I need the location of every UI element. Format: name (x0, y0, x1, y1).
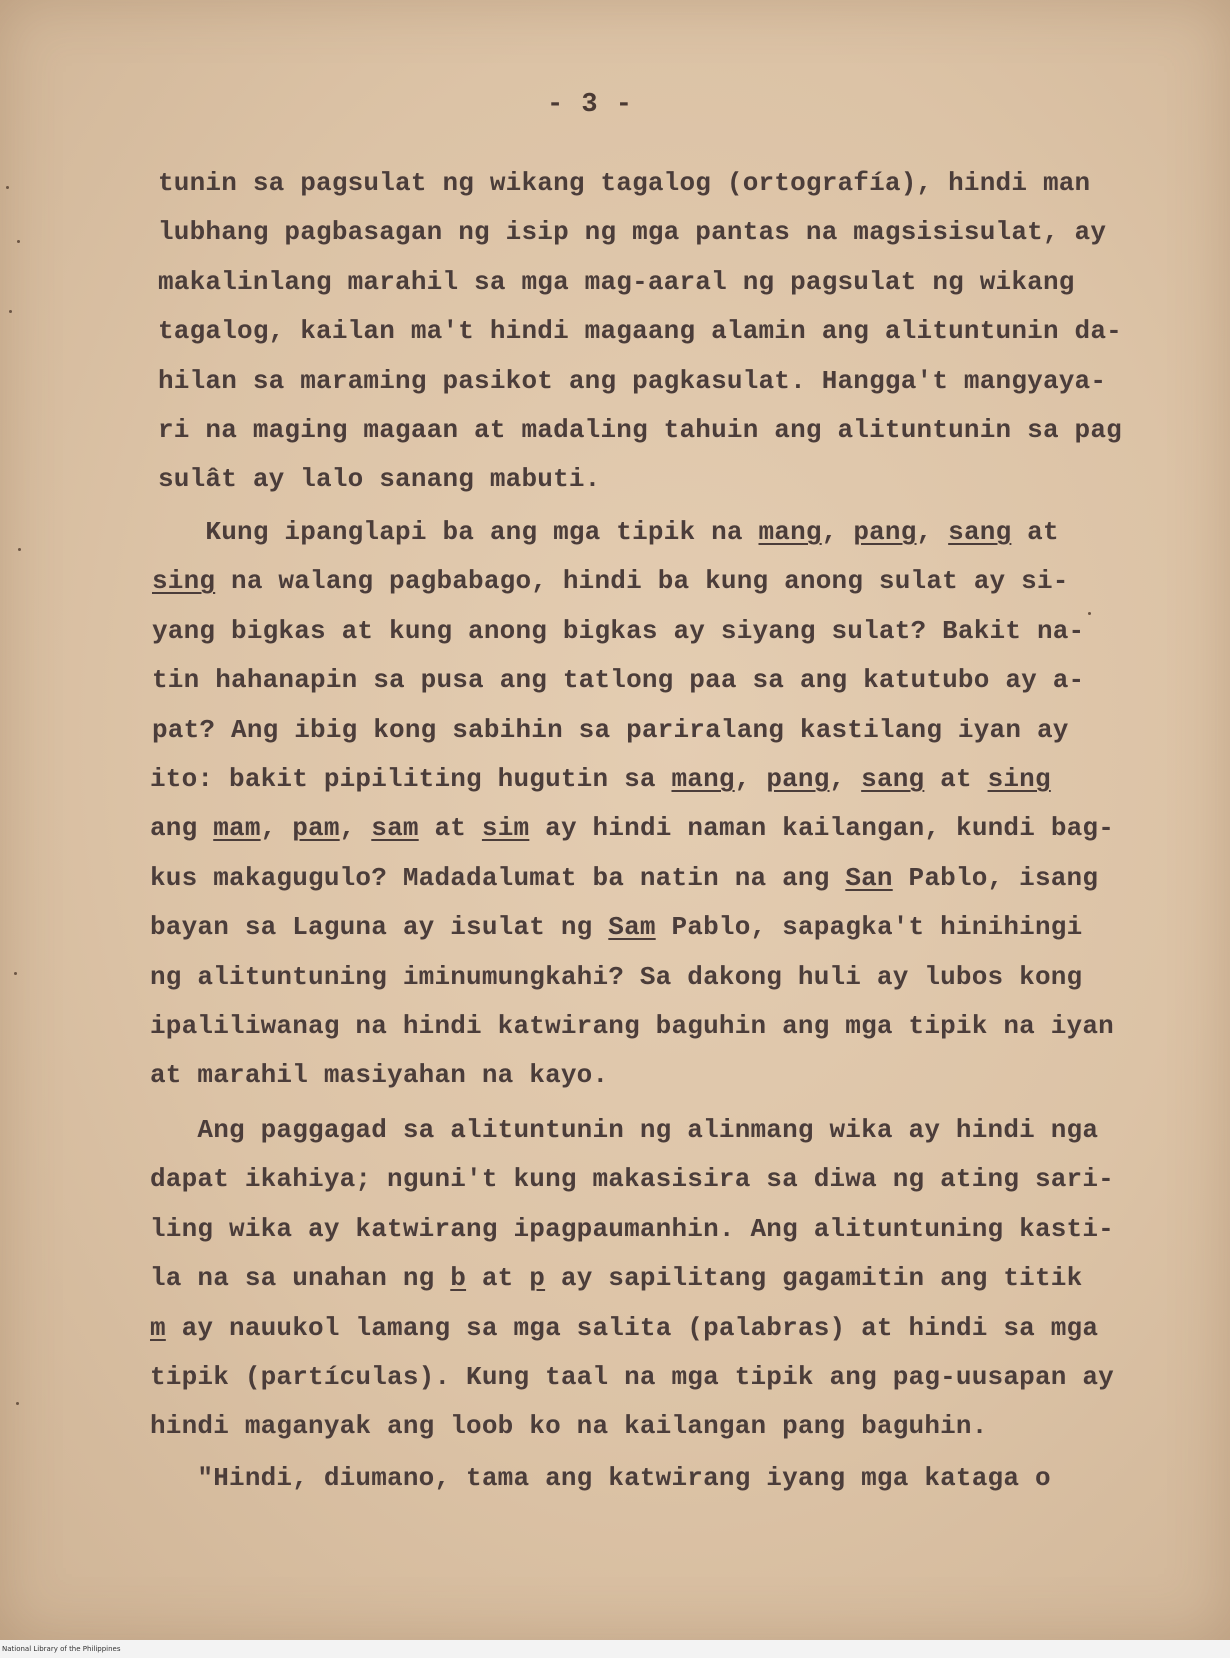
text-segment: at (418, 813, 482, 843)
text-line (150, 914, 1082, 940)
text-segment: hindi maganyak ang loob ko na kailangan pang baguhin. (150, 1411, 988, 1441)
paper-speck (18, 548, 21, 551)
text-line (150, 1216, 1114, 1242)
underlined-particle: sang (861, 764, 925, 794)
underlined-particle: sing (987, 764, 1051, 794)
paper-speck (16, 1402, 19, 1405)
text-segment: la na sa unahan ng (150, 1263, 451, 1293)
text-segment: ito: bakit pipiliting hugutin sa (150, 764, 672, 794)
text-line (150, 964, 1082, 990)
text-line (150, 865, 1098, 891)
text-segment: tipik (partículas). Kung taal na mga tipik ang pag-uusapan ay (150, 1362, 1114, 1392)
text-line (150, 1117, 1098, 1143)
text-line (150, 1166, 1114, 1192)
underlined-particle: pang (853, 517, 917, 547)
text-segment: , (916, 517, 949, 547)
text-segment: kus makagugulo? Madadalumat ba natin na ang (150, 863, 846, 893)
text-line (152, 568, 1069, 594)
underlined-particle: Sam (608, 912, 656, 942)
text-segment: sulât ay lalo sanang mabuti. (158, 464, 601, 494)
text-segment: dapat ikahiya; nguni't kung makasisira sa diwa ng ating sari- (150, 1164, 1114, 1194)
paper-speck (6, 186, 9, 189)
text-segment: ipaliliwanag na hindi katwirang baguhin ang mga tipik na iyan (150, 1011, 1114, 1041)
text-line (150, 1062, 608, 1088)
underlined-particle: b (450, 1263, 467, 1293)
underlined-particle: sing (152, 566, 216, 596)
text-segment: na walang pagbabago, hindi ba kung anong sulat ay si- (215, 566, 1069, 596)
underlined-particle: mang (671, 764, 735, 794)
paper-speck (9, 310, 12, 313)
paper-speck (1088, 612, 1091, 615)
underlined-particle: sim (481, 813, 530, 843)
text-line (158, 318, 1122, 344)
text-line (150, 1265, 1082, 1291)
text-segment: pat? Ang ibig kong sabihin sa pariralang kastilang iyan ay (152, 715, 1069, 745)
text-segment: , (260, 813, 293, 843)
text-segment: ay nauukol lamang sa mga salita (palabras) at hindi sa mga (165, 1313, 1099, 1343)
page-number: - 3 - (546, 90, 633, 120)
text-segment: yang bigkas at kung anong bigkas ay siyang sulat? Bakit na- (152, 616, 1085, 646)
text-segment: tin hahanapin sa pusa ang tatlong paa sa ang katutubo ay a- (152, 665, 1085, 695)
scan-footer-strip (0, 1640, 1230, 1658)
text-line (150, 1465, 1051, 1491)
underlined-particle: sam (371, 813, 419, 843)
text-segment: at (924, 764, 988, 794)
underlined-particle: San (845, 863, 893, 893)
text-segment: lubhang pagbasagan ng isip ng mga pantas na magsisisulat, ay (158, 217, 1107, 247)
text-segment: ri na maging magaan at madaling tahuin ang alituntunin sa pag (158, 415, 1122, 445)
underlined-particle: sang (948, 517, 1012, 547)
text-segment: at marahil masiyahan na kayo. (150, 1060, 609, 1090)
text-line (150, 1013, 1114, 1039)
text-line (150, 766, 1051, 792)
text-line (158, 417, 1122, 443)
text-segment: hilan sa maraming pasikot ang pagkasulat. Hangga't mangyaya- (158, 366, 1107, 396)
text-segment: "Hindi, diumano, tama ang katwirang iyang mga kataga o (150, 1463, 1051, 1493)
text-line (158, 519, 1059, 545)
text-segment: ang (150, 813, 214, 843)
text-line (152, 667, 1084, 693)
text-segment: tagalog, kailan ma't hindi magaang alamin ang alituntunin da- (158, 316, 1122, 346)
scan-footer: National Library of the Philippines (2, 1645, 121, 1653)
paper-speck (17, 240, 20, 243)
underlined-particle: m (150, 1313, 166, 1343)
text-segment: ling wika ay katwirang ipagpaumanhin. Ang alituntuning kasti- (150, 1214, 1114, 1244)
text-line (150, 1413, 988, 1439)
text-line (150, 1315, 1098, 1341)
underlined-particle: pang (766, 764, 830, 794)
text-segment: tunin sa pagsulat ng wikang tagalog (ortografía), hindi man (158, 168, 1091, 198)
text-line (158, 269, 1075, 295)
underlined-particle: p (529, 1263, 546, 1293)
text-segment: Pablo, isang (892, 863, 1099, 893)
text-segment: ay sapilitang gagamitin ang titik (545, 1263, 1083, 1293)
text-segment: Ang paggagad sa alituntunin ng alinmang wika ay hindi nga (150, 1115, 1099, 1145)
text-line (152, 717, 1069, 743)
text-segment: Pablo, sapagka't hinihingi (655, 912, 1083, 942)
text-segment: , (734, 764, 767, 794)
text-line (158, 368, 1106, 394)
text-segment: at (1011, 517, 1059, 547)
text-segment: Kung ipanglapi ba ang mga tipik na (158, 517, 759, 547)
text-segment: , (821, 517, 854, 547)
text-segment: ay hindi naman kailangan, kundi bag- (529, 813, 1115, 843)
underlined-particle: mang (758, 517, 822, 547)
text-segment: , (339, 813, 372, 843)
paper-speck (14, 972, 17, 975)
text-segment: at (466, 1263, 530, 1293)
text-segment: ng alituntuning iminumungkahi? Sa dakong huli ay lubos kong (150, 962, 1083, 992)
text-line (150, 815, 1114, 841)
text-segment: bayan sa Laguna ay isulat ng (150, 912, 609, 942)
underlined-particle: pam (292, 813, 340, 843)
text-segment: makalinlang marahil sa mga mag-aaral ng pagsulat ng wikang (158, 267, 1075, 297)
text-line (158, 170, 1090, 196)
text-line (152, 618, 1084, 644)
text-line (158, 466, 600, 492)
text-line (158, 219, 1106, 245)
text-line (150, 1364, 1114, 1390)
text-segment: , (829, 764, 862, 794)
underlined-particle: mam (213, 813, 261, 843)
